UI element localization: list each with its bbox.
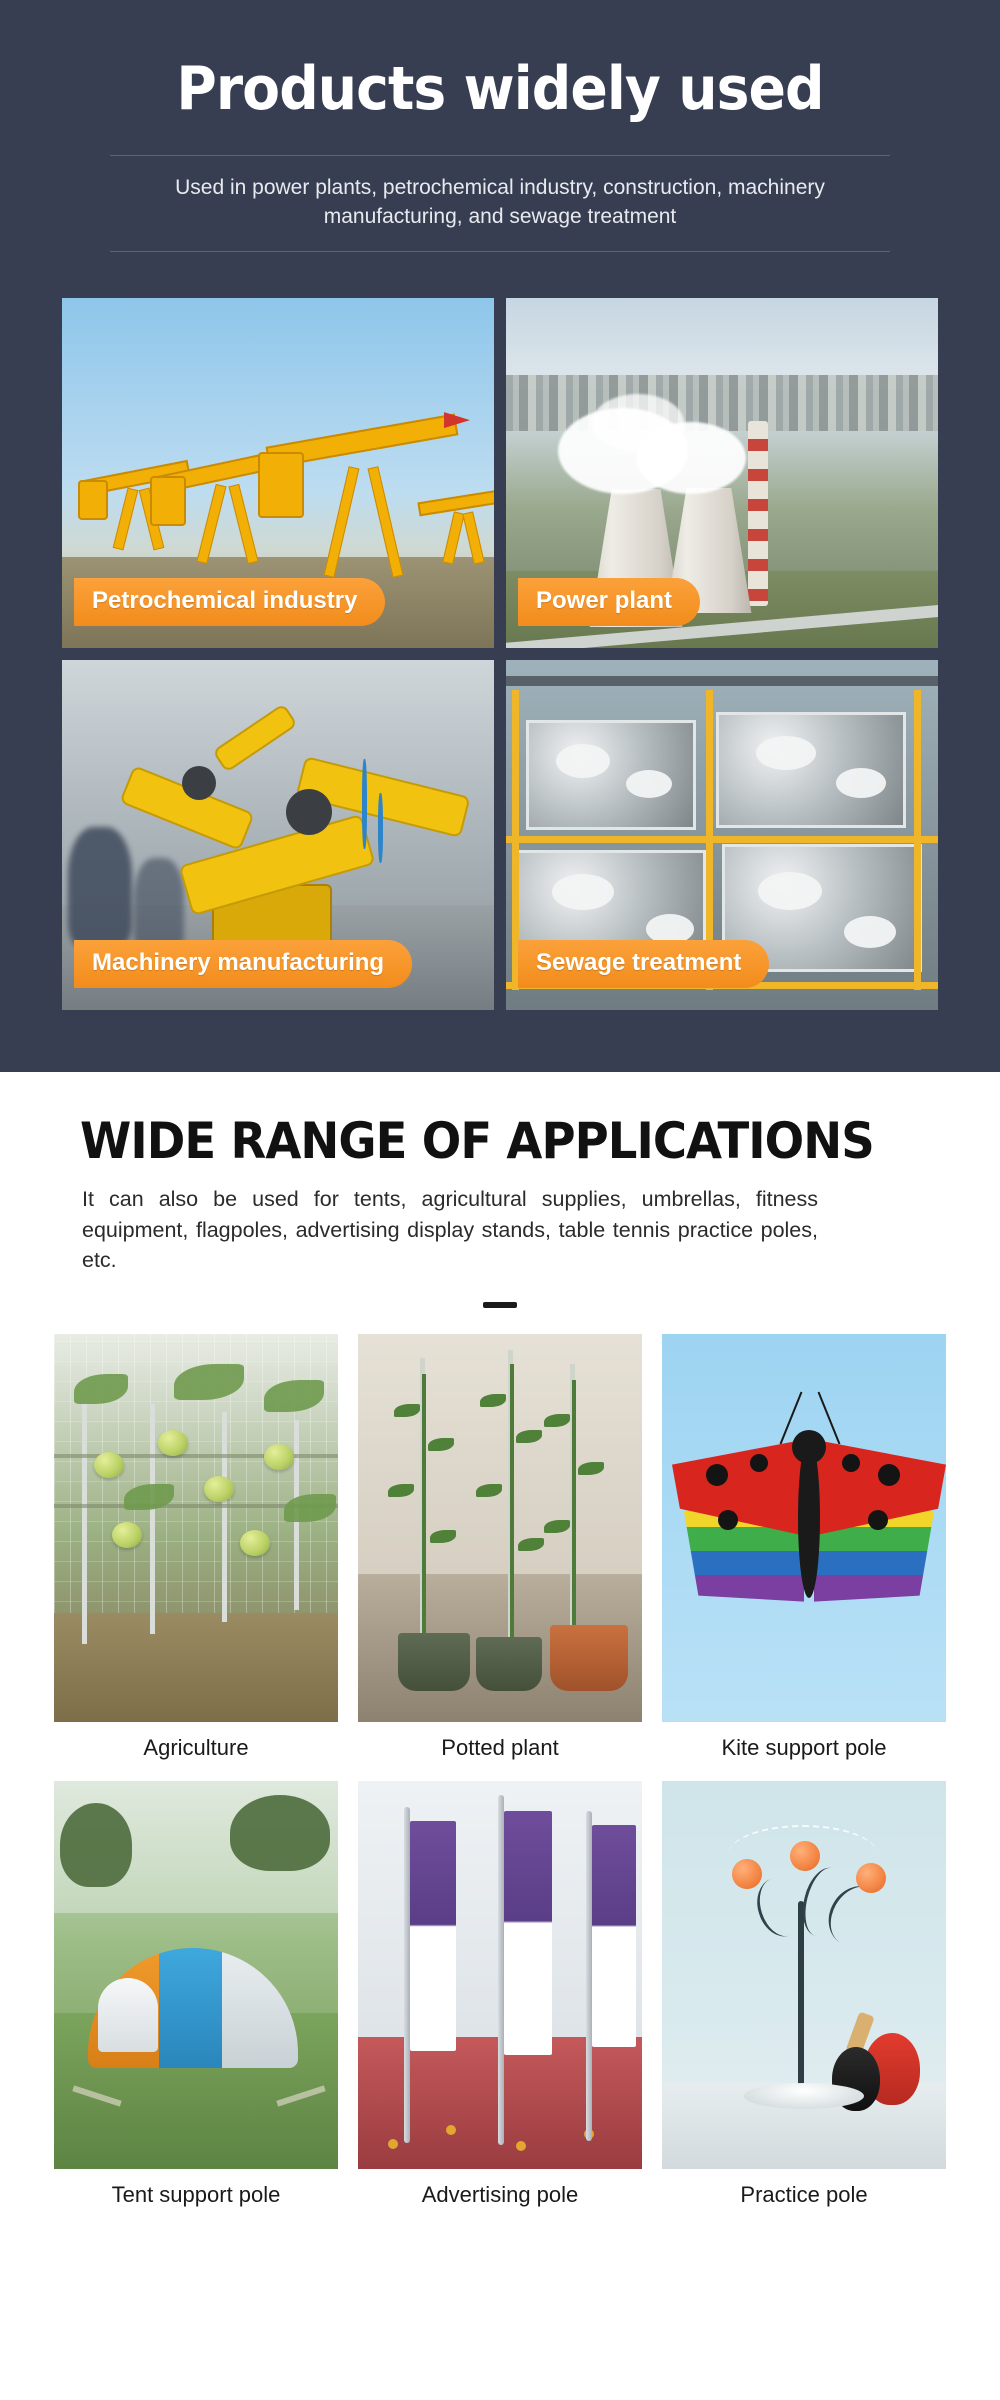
industry-tile[interactable]: [62, 298, 494, 648]
flower-pot: [398, 1633, 470, 1691]
support-pole: [222, 1412, 227, 1622]
melon-fruit: [264, 1444, 294, 1470]
application-card-grid: [0, 1334, 1000, 2212]
steam-plume: [592, 394, 684, 452]
application-card-caption: Potted plant: [441, 1734, 559, 1760]
application-card-caption: Practice pole: [740, 2181, 868, 2207]
industry-tile[interactable]: [506, 660, 938, 1010]
page-title: Products widely used: [176, 54, 824, 124]
subtitle-container: [110, 155, 890, 252]
city-skyline: [506, 375, 938, 431]
melon-fruit: [112, 1522, 142, 1548]
application-card[interactable]: [54, 1334, 338, 1765]
foam: [756, 736, 816, 770]
applications-description: It can also be used for tents, agricultural supplies, umbrellas, fitness equipment, flagpoles, advertising display stands, table tennis practice poles, etc.: [82, 1187, 818, 1273]
industry-tile[interactable]: [62, 660, 494, 1010]
industry-tile-grid: [62, 298, 938, 1010]
support-pole: [82, 1394, 87, 1644]
robot-wrist: [212, 703, 298, 773]
application-card-caption: Tent support pole: [111, 2181, 281, 2207]
potted-plant-illustration: [358, 1334, 642, 1722]
melon-fruit: [240, 1530, 270, 1556]
advertising-flag-banners-photo: [358, 1781, 642, 2169]
application-card-caption: Agriculture: [143, 1734, 249, 1760]
cable: [378, 793, 383, 863]
potted-plants-with-support-poles-photo: [358, 1334, 642, 1722]
melon-fruit: [158, 1430, 188, 1456]
trainer-illustration: [662, 1781, 946, 2169]
industry-tile-label: Power plant: [518, 578, 700, 626]
application-card[interactable]: [54, 1781, 338, 2212]
foam: [758, 872, 822, 910]
practice-pole: [798, 1901, 804, 2097]
flower-pot: [476, 1637, 542, 1691]
kite-spot: [878, 1464, 900, 1486]
page-subtitle: Used in power plants, petrochemical industry, construction, machinery manufacturing, and sewage treatment: [175, 176, 825, 228]
kite-head: [792, 1430, 826, 1464]
field-illustration: [54, 1334, 338, 1722]
table-tennis-practice-trainer-photo: [662, 1781, 946, 2169]
section-divider: [483, 1302, 517, 1308]
wide-range-of-applications-section: [0, 1072, 1000, 2258]
foam: [836, 768, 886, 798]
tent-illustration: [54, 1781, 338, 2169]
application-card[interactable]: [358, 1334, 642, 1765]
practice-ball: [790, 1841, 820, 1871]
kite-spot: [750, 1454, 768, 1472]
industry-tile[interactable]: [506, 298, 938, 648]
pipe: [506, 676, 938, 686]
worker-silhouette: [68, 827, 132, 947]
cable: [362, 759, 367, 849]
soil-path: [54, 1613, 338, 1722]
palm-tree: [60, 1803, 132, 1887]
foam: [626, 770, 672, 798]
camping-dome-tent-photo: [54, 1781, 338, 2169]
tent-door-mesh: [98, 1978, 158, 2052]
support-pole: [150, 1404, 155, 1634]
robot-joint: [182, 766, 216, 800]
kite-illustration: [662, 1334, 946, 1722]
trainer-base: [744, 2083, 864, 2109]
application-card[interactable]: [358, 1781, 642, 2212]
flag-banner: [410, 1821, 456, 2051]
practice-ball: [856, 1863, 886, 1893]
robot-joint: [286, 789, 332, 835]
yellow-handrail: [506, 836, 938, 843]
application-card-caption: Advertising pole: [421, 2181, 579, 2207]
kite-spot: [706, 1464, 728, 1486]
flag-banner: [592, 1825, 636, 2047]
products-widely-used-section: [0, 0, 1000, 1072]
treatment-basin: [716, 712, 906, 828]
kite-spot: [868, 1510, 888, 1530]
kite-spot: [842, 1454, 860, 1472]
foam: [844, 916, 896, 948]
treatment-basin: [526, 720, 696, 830]
foam: [556, 744, 610, 778]
melon-trellis-field-photo: [54, 1334, 338, 1722]
tree: [230, 1795, 330, 1871]
foam: [552, 874, 614, 910]
melon-fruit: [204, 1476, 234, 1502]
chimney-stack-icon: [748, 421, 768, 606]
applications-title: WIDE RANGE OF APPLICATIONS: [79, 1112, 874, 1171]
industry-tile-label: Machinery manufacturing: [74, 940, 412, 988]
wall: [358, 1334, 642, 1575]
kite-spot: [718, 1510, 738, 1530]
application-card[interactable]: [662, 1781, 946, 2212]
flag-banner: [504, 1811, 552, 2055]
flower-pot: [550, 1625, 628, 1691]
industry-tile-label: Sewage treatment: [518, 940, 769, 988]
practice-ball: [732, 1859, 762, 1889]
yellow-handrail: [914, 690, 921, 990]
application-card-caption: Kite support pole: [721, 1734, 887, 1760]
pumpjack-icon: [414, 484, 494, 564]
industry-tile-label: Petrochemical industry: [74, 578, 385, 626]
application-card[interactable]: [662, 1334, 946, 1765]
melon-fruit: [94, 1452, 124, 1478]
flag-illustration: [358, 1781, 642, 2169]
butterfly-kite-photo: [662, 1334, 946, 1722]
